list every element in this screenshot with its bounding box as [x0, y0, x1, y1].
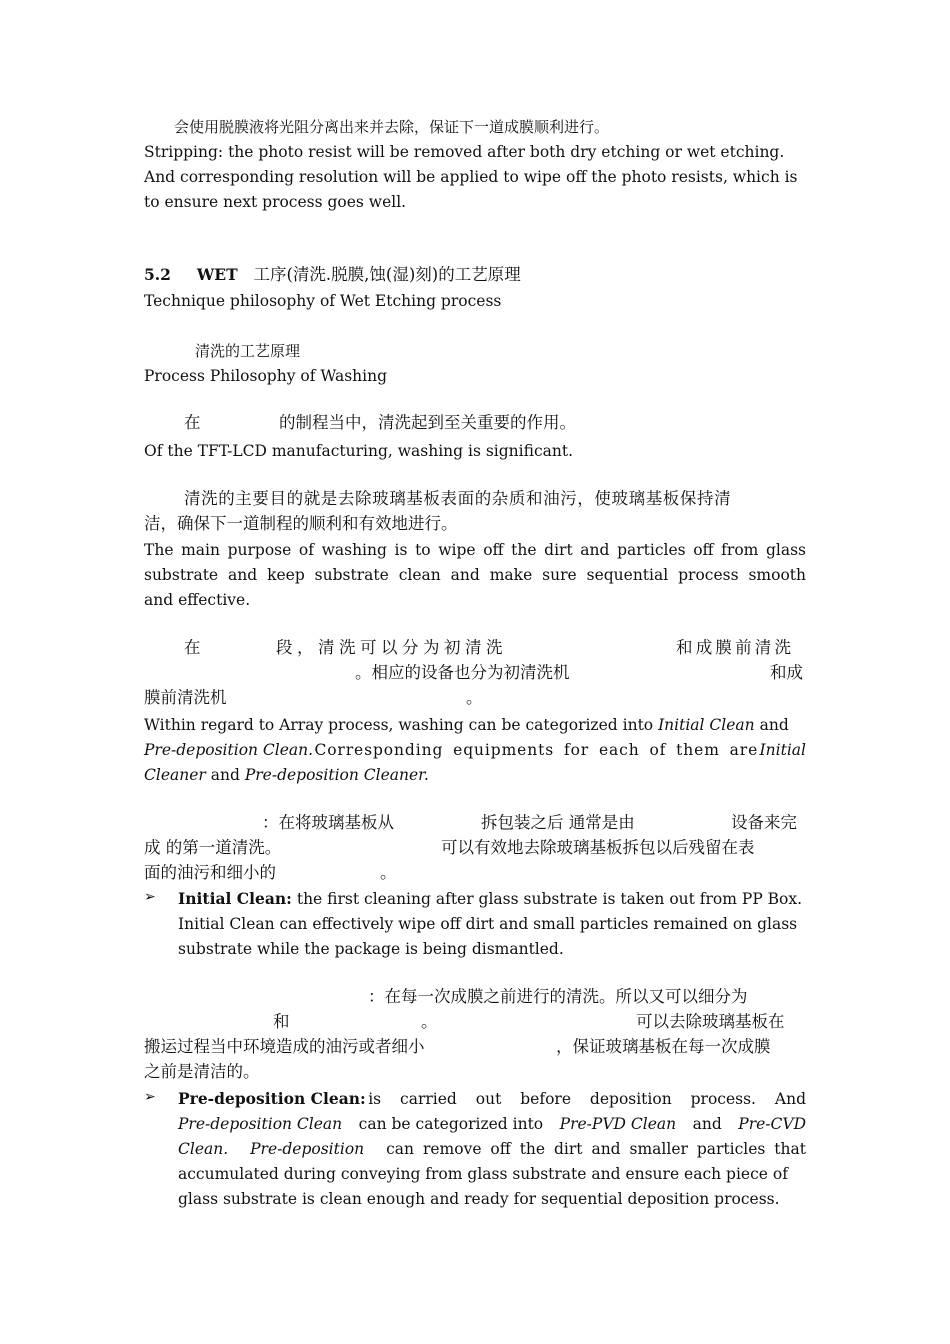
- p6-en-4: accumulated during conveying from glass substrate and ensure each piece of: [178, 1165, 788, 1183]
- stripping-en-3: to ensure next process goes well.: [144, 193, 407, 211]
- p2-zh-b: 的制程当中，清洗起到至关重要的作用。: [279, 413, 576, 432]
- subheading-zh: 清洗的工艺原理: [195, 342, 301, 360]
- p4-en-2: [144, 739, 806, 761]
- p6-zh-2a: 和: [273, 1012, 290, 1031]
- p3-en-2: substrate and keep substrate clean and make sure sequential process smooth: [144, 566, 806, 584]
- p5-zh-1c: 设备来完: [731, 813, 797, 832]
- p4-en-1a: Within regard to Array process, washing can be categorized into: [144, 716, 654, 734]
- stripping-en-1: Stripping: the photo resist will be removed after both dry etching or wet etching.: [144, 143, 785, 161]
- stripping-en-2: And corresponding resolution will be applied to wipe off the photo resists, which is: [144, 168, 798, 186]
- p5-zh-1a: ：在将玻璃基板从: [262, 813, 394, 832]
- p6-en-1-text: is carried out before deposition process. And: [368, 1090, 806, 1108]
- term-cleaner: Cleaner: [144, 766, 206, 784]
- section-title-zh: 工序(清洗.脱膜,蚀(湿)刻)的工艺原理: [253, 265, 521, 284]
- p3-en-3: and effective.: [144, 591, 251, 609]
- term-pre-deposition-clean: Pre-deposition Clean.: [144, 741, 314, 759]
- term-pre-cvd: Pre-CVD: [738, 1115, 806, 1133]
- p6-en-3: [178, 1138, 806, 1160]
- term-pre-deposition-clean-2: Pre-deposition Clean: [178, 1115, 343, 1133]
- p6-zh-1: ：在每一次成膜之前进行的清洗。所以又可以细分为: [368, 987, 748, 1006]
- p5-zh-3b: 。: [380, 863, 397, 882]
- p4-zh-1c: 和成膜前清洗: [676, 638, 795, 657]
- stripping-zh: 会使用脱膜液将光阻分离出来并去除，保证下一道成膜顺利进行。: [174, 118, 610, 136]
- p5-en-3: substrate while the package is being dismantled.: [178, 940, 564, 958]
- p6-en-5: glass substrate is clean enough and ready for sequential deposition process.: [178, 1190, 780, 1208]
- p4-en-1: [144, 714, 789, 736]
- p5-zh-3a: 面的油污和细小的: [144, 863, 276, 882]
- p5-en-1: [178, 888, 802, 910]
- p6-zh-2c: 可以去除玻璃基板在: [636, 1012, 785, 1031]
- term-initial-clean: Initial Clean: [658, 716, 755, 734]
- term-pre-deposition-cleaner: Pre-deposition Cleaner.: [244, 766, 429, 784]
- section-number: 5.2: [144, 265, 171, 284]
- p4-zh-3a: 膜前清洗机: [144, 688, 227, 707]
- p5-zh-1b: 拆包装之后 通常是由: [481, 813, 635, 832]
- p4-zh-1a: 在: [184, 638, 201, 657]
- p2-en: Of the TFT-LCD manufacturing, washing is significant.: [144, 442, 574, 460]
- p2-zh-a: 在: [184, 413, 201, 432]
- p6-zh-4: 之前是清洁的。: [144, 1062, 260, 1081]
- p3-zh-2: 洁，确保下一道制程的顺利和有效地进行。: [144, 514, 458, 533]
- p5-zh-2b: 可以有效地去除玻璃基板拆包以后残留在表: [441, 838, 755, 857]
- label-initial-clean: Initial Clean:: [178, 889, 292, 908]
- p6-en-2d: and: [692, 1115, 722, 1133]
- p6-zh-2b: 。: [421, 1012, 438, 1031]
- p6-zh-3a: 搬运过程当中环境造成的油污或者细小: [144, 1037, 425, 1056]
- bullet-arrow-icon: ➢: [144, 1089, 156, 1105]
- p4-en-2b: Corresponding equipments for each of them are: [314, 741, 759, 759]
- label-pre-deposition-clean: Pre-deposition Clean:: [178, 1089, 366, 1108]
- p4-en-1c: and: [759, 716, 789, 734]
- p4-en-3: [144, 764, 429, 786]
- term-pre-deposition: Pre-deposition: [250, 1140, 365, 1158]
- p3-en-1: The main purpose of washing is to wipe off the dirt and particles off from glass: [144, 541, 806, 559]
- section-title-en: Technique philosophy of Wet Etching process: [144, 292, 502, 310]
- p5-en-1-text: the first cleaning after glass substrate is taken out from PP Box.: [296, 890, 803, 908]
- bullet-arrow-icon: ➢: [144, 889, 156, 905]
- term-clean: Clean.: [178, 1140, 229, 1158]
- p4-en-3b: and: [210, 766, 240, 784]
- p5-zh-2a: 成 的第一道清洗。: [144, 838, 282, 857]
- section-heading: [144, 264, 521, 286]
- p4-zh-2b: 和成: [770, 663, 803, 682]
- p6-en-3c: can remove off the dirt and smaller particles that: [386, 1140, 806, 1158]
- p3-zh-1: 清洗的主要目的就是去除玻璃基板表面的杂质和油污，使玻璃基板保持清: [184, 489, 732, 508]
- p5-en-2: Initial Clean can effectively wipe off dirt and small particles remained on glass: [178, 915, 798, 933]
- p4-zh-1b: 段，清洗可以分为初清洗: [276, 638, 507, 657]
- p6-en-2b: can be categorized into: [358, 1115, 544, 1133]
- term-initial: Initial: [759, 741, 806, 759]
- p6-en-2: [178, 1113, 806, 1135]
- p4-zh-3b: 。: [466, 688, 483, 707]
- section-wet: WET: [196, 265, 238, 284]
- p6-zh-3b: ，保证玻璃基板在每一次成膜: [556, 1037, 771, 1056]
- p4-zh-2a: 。相应的设备也分为初清洗机: [355, 663, 570, 682]
- term-pre-pvd-clean: Pre-PVD Clean: [559, 1115, 677, 1133]
- subheading-en: Process Philosophy of Washing: [144, 367, 388, 385]
- p6-en-1: [178, 1088, 806, 1110]
